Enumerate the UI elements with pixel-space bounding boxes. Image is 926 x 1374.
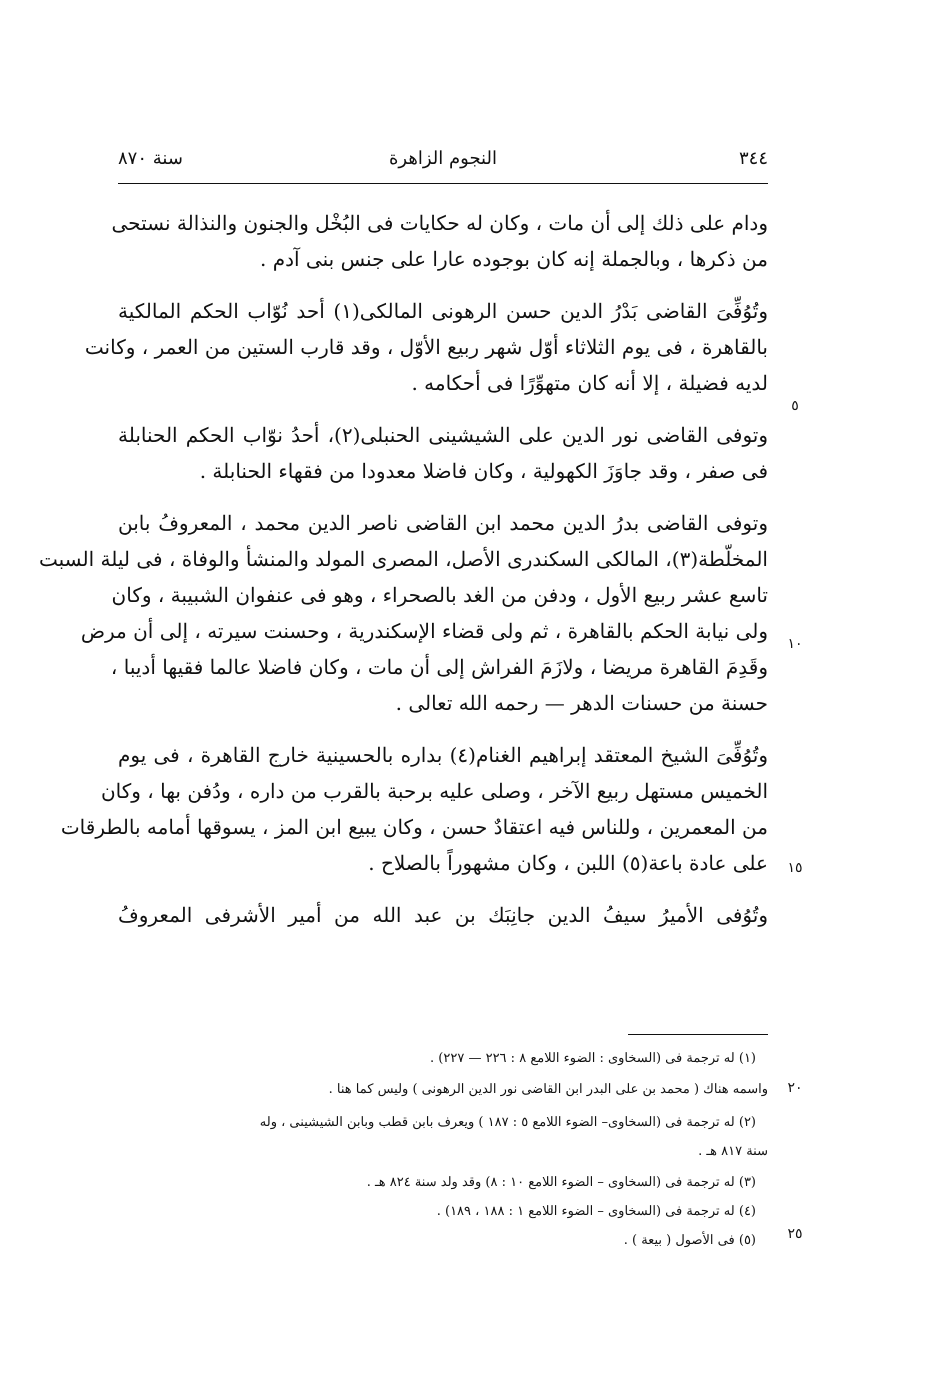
text-line: فى صفر ، وقد جاوَزَ الكهولية ، وكان فاضلا معدودا من فقهاء الحنابلة . — [199, 459, 768, 483]
paragraph — [39, 505, 768, 721]
text-line: حسنة من حسنات الدهر — رحمه الله تعالى . — [395, 691, 768, 715]
year-label: سنة ٨٧٠ — [118, 148, 183, 169]
text-line: وتوفى القاضى بدرُ الدين محمد ابن القاضى ناصر الدين محمد ، المعروفُ بابن — [118, 511, 768, 535]
line-number: ١٠ — [787, 636, 803, 652]
text-line: الخميس مستهل ربيع الآخر ، وصلى عليه برحبة بالقرب من داره ، ودُفن بها ، وكان — [100, 779, 768, 803]
header-rule — [118, 183, 768, 184]
line-number: ١٥ — [787, 860, 803, 876]
text-line: على عادة باعة(٥) اللبن ، وكان مشهوراً بالصلاح . — [368, 851, 768, 875]
footnote: (٤) له ترجمة فى (السخاوى – الضوء اللامع ١ : ١٨٨ ، ١٨٩) . — [436, 1204, 756, 1219]
paragraph — [118, 897, 768, 933]
footnote-continuation: سنة ٨١٧ هـ . — [698, 1144, 768, 1159]
text-line: وتوفى القاضى نور الدين على الشيشينى الحنبلى(٢)، أحدُ نوّاب الحكم الحنابلة — [118, 423, 768, 447]
line-number: ٥ — [791, 398, 799, 414]
line-number: ٢٥ — [787, 1226, 803, 1242]
text-line: من المعمرين ، وللناس فيه اعتقادٌ حسن ، وكان يبيع ابن المز ، يسوقها أمامه بالطرقات — [60, 815, 768, 839]
footnote: (٢) له ترجمة فى (السخاوى– الضوء اللامع ٥ : ١٨٧ ) ويعرف بابن قطب وبابن الشيشينى ، وله — [259, 1115, 756, 1130]
text-line: وتُوُفِّىَ القاضى بَدْرُ الدين حسن الرهونى المالكى(١) أحد نُوّاب الحكم المالكية — [118, 299, 768, 323]
footnote: (٥) فى الأصول ( بيعة ) . — [623, 1233, 756, 1248]
paragraph — [111, 205, 768, 277]
running-header — [118, 146, 768, 178]
line-number: ٢٠ — [787, 1080, 803, 1096]
text-line: من ذكرها ، وبالجملة إنه كان بوجوده عارا على جنس بنى آدم . — [260, 247, 768, 271]
text-line: المخلّطة(٣)، المالكى السكندرى الأصل، المصرى المولد والمنشأ والوفاة ، فى ليلة السبت — [39, 547, 768, 571]
footnotes — [118, 1048, 768, 1251]
text-line: تاسع عشر ربيع الأول ، ودفن من الغد بالصحراء ، وهو فى عنفوان الشبيبة ، وكان — [111, 583, 768, 607]
text-line: وتُوُفى الأميرُ سيفُ الدين جانِبَك بن عبد الله من أمير الأشرفى المعروفُ — [118, 903, 768, 927]
footnote-rule — [628, 1034, 768, 1035]
book-title: النجوم الزاهرة — [389, 148, 497, 169]
paragraph — [60, 737, 768, 881]
page-number: ٣٤٤ — [738, 148, 768, 169]
footnote: (٣) له ترجمة فى (السخاوى – الضوء اللامع ١٠ : ٨) وقد ولد سنة ٨٢٤ هـ . — [366, 1175, 756, 1190]
text-line: لديه فضيلة ، إلا أنه كان متهوِّرًا فى أحكامه . — [411, 371, 768, 395]
text-line: وقَدِمَ القاهرة مريضا ، ولازَمَ الفراش إلى أن مات ، وكان فاضلا عالما فقيها أديبا ، — [110, 655, 768, 679]
text-line: ودام على ذلك إلى أن مات ، وكان له حكايات فى البُخْل والجنون والنذالة نستحى — [111, 211, 768, 235]
text-line: ولى نيابة الحكم بالقاهرة ، ثم ولى قضاء الإسكندرية ، وحسنت سيرته ، إلى أن مرض — [80, 619, 768, 643]
main-text — [39, 205, 768, 949]
text-line: وتُوُفِّىَ الشيخ المعتقد إبراهيم الغنام(٤) بداره بالحسينية خارج القاهرة ، فى يوم — [118, 743, 768, 767]
paragraph — [84, 293, 768, 401]
footnote-continuation: واسمه هناك ( محمد بن على البدر ابن القاضى نور الدين الرهونى ) وليس كما هنا . — [328, 1082, 768, 1097]
paragraph — [118, 417, 768, 489]
footnote: (١) له ترجمة فى (السخاوى : الضوء اللامع ٨ : ٢٢٦ — ٢٢٧) . — [430, 1051, 756, 1066]
text-line: بالقاهرة ، فى يوم الثلاثاء أوّل شهر ربيع الأوّل ، وقد قارب الستين من العمر ، وكانت — [84, 335, 768, 359]
